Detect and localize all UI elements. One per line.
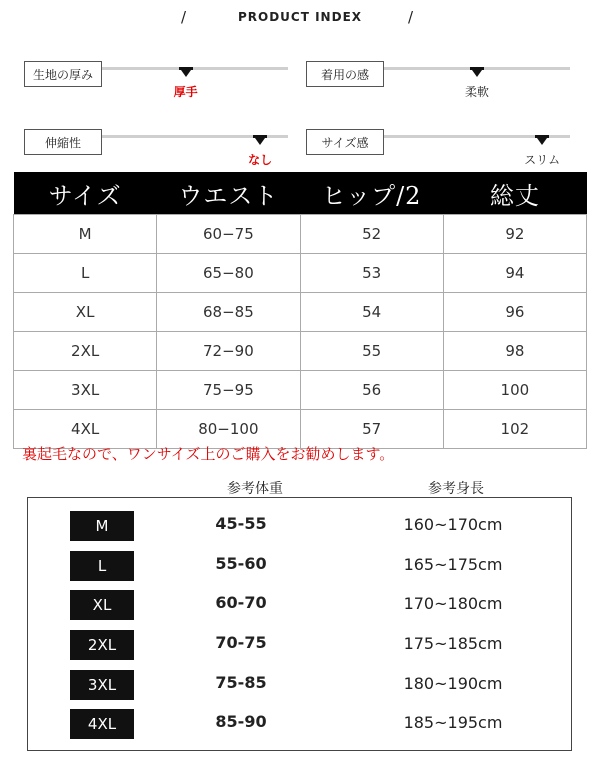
indicator-value: スリム xyxy=(524,153,561,167)
length-cell: 96 xyxy=(443,293,586,332)
hip-column-header: ヒップ/2 xyxy=(300,172,443,215)
height-header: 参考身長 xyxy=(428,481,484,497)
indicator-label: サイズ感 xyxy=(306,129,384,155)
waist-cell: 80−100 xyxy=(157,410,300,449)
length-cell: 100 xyxy=(443,371,586,410)
waist-cell: 68−85 xyxy=(157,293,300,332)
length-cell: 94 xyxy=(443,254,586,293)
indicator-value: 厚手 xyxy=(173,85,198,99)
hip-cell: 56 xyxy=(300,371,443,410)
hip-cell: 54 xyxy=(300,293,443,332)
waist-cell: 72−90 xyxy=(157,332,300,371)
indicator-track xyxy=(102,135,288,167)
waist-column-header: ウエスト xyxy=(157,172,300,215)
weight-value: 55-60 xyxy=(215,554,267,573)
indicator-fabric-thickness xyxy=(24,61,292,121)
indicator-track xyxy=(384,67,570,99)
length-cell: 92 xyxy=(443,215,586,254)
weight-value: 75-85 xyxy=(215,673,267,692)
hip-cell: 57 xyxy=(300,410,443,449)
size-badge: XL xyxy=(70,590,134,620)
table-row xyxy=(14,293,587,332)
list-item xyxy=(28,670,571,700)
list-item xyxy=(28,709,571,739)
size-badge: 4XL xyxy=(70,709,134,739)
header-slash-left: / xyxy=(181,8,187,26)
size-table xyxy=(13,172,587,449)
table-row xyxy=(14,371,587,410)
length-cell: 98 xyxy=(443,332,586,371)
waist-cell: 75−95 xyxy=(157,371,300,410)
indicator-label: 着用の感 xyxy=(306,61,384,87)
indicator-value: 柔軟 xyxy=(464,85,490,99)
indicator-track xyxy=(384,135,570,167)
indicator-track xyxy=(102,67,288,99)
length-column-header: 総丈 xyxy=(443,172,586,215)
size-cell: 4XL xyxy=(14,410,157,449)
size-advice-note: 裏起毛なので、ワンサイズ上のご購入をお勧めします。 xyxy=(22,445,395,463)
size-cell: 2XL xyxy=(14,332,157,371)
weight-header: 参考体重 xyxy=(227,481,283,497)
hip-cell: 52 xyxy=(300,215,443,254)
hip-cell: 53 xyxy=(300,254,443,293)
height-value: 170~180cm xyxy=(403,594,503,613)
weight-value: 45-55 xyxy=(215,514,267,533)
waist-cell: 65−80 xyxy=(157,254,300,293)
size-cell: XL xyxy=(14,293,157,332)
height-value: 165~175cm xyxy=(403,555,503,574)
height-value: 185~195cm xyxy=(403,713,503,732)
size-badge: 3XL xyxy=(70,670,134,700)
height-value: 180~190cm xyxy=(403,674,503,693)
table-row xyxy=(14,254,587,293)
height-value: 175~185cm xyxy=(403,634,503,653)
page-title: PRODUCT INDEX xyxy=(237,10,363,24)
indicator-label: 伸縮性 xyxy=(24,129,102,155)
list-item xyxy=(28,590,571,620)
indicator-wear-feel xyxy=(306,61,574,121)
header-slash-right: / xyxy=(408,8,414,26)
size-badge: L xyxy=(70,551,134,581)
waist-cell: 60−75 xyxy=(157,215,300,254)
table-row xyxy=(14,215,587,254)
size-cell: L xyxy=(14,254,157,293)
weight-value: 60-70 xyxy=(215,593,267,612)
size-cell: M xyxy=(14,215,157,254)
size-column-header: サイズ xyxy=(14,172,157,215)
table-row xyxy=(14,332,587,371)
weight-value: 70-75 xyxy=(215,633,267,652)
indicator-label: 生地の厚み xyxy=(24,61,102,87)
list-item xyxy=(28,630,571,660)
hip-cell: 55 xyxy=(300,332,443,371)
size-table-header-row xyxy=(14,172,587,215)
reference-table xyxy=(27,497,572,751)
size-cell: 3XL xyxy=(14,371,157,410)
height-value: 160~170cm xyxy=(403,515,503,534)
indicator-value: なし xyxy=(248,153,273,167)
weight-value: 85-90 xyxy=(215,712,267,731)
list-item xyxy=(28,551,571,581)
length-cell: 102 xyxy=(443,410,586,449)
size-badge: M xyxy=(70,511,134,541)
list-item xyxy=(28,511,571,541)
size-badge: 2XL xyxy=(70,630,134,660)
